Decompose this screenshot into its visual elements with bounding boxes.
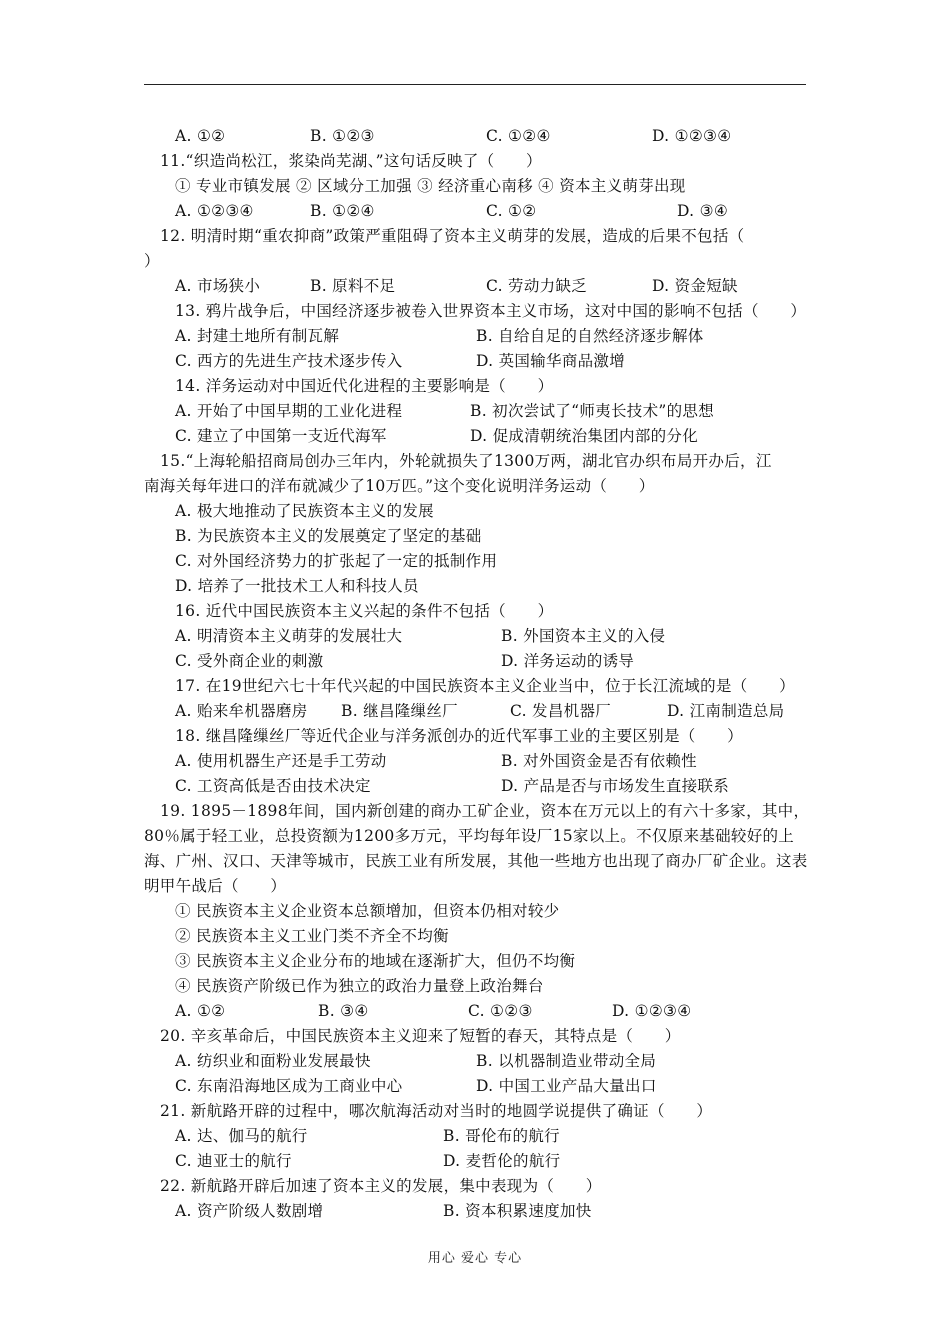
q21-option-a[interactable]: A. 达、伽马的航行 <box>175 1127 308 1145</box>
q13-option-b[interactable]: B. 自给自足的自然经济逐步解体 <box>476 327 704 345</box>
q22-option-a[interactable]: A. 资产阶级人数剧增 <box>175 1202 324 1220</box>
q17-option-d[interactable]: D. 江南制造总局 <box>667 702 785 720</box>
q11-option-d[interactable]: D. ③④ <box>677 202 729 220</box>
q18-option-d[interactable]: D. 产品是否与市场发生直接联系 <box>501 777 730 795</box>
q16-option-b[interactable]: B. 外国资本主义的入侵 <box>501 627 666 645</box>
q19-option-a[interactable]: A. ①② <box>175 1002 226 1020</box>
q19-stem-line1: 19. 1895－1898年间，国内新创建的商办工矿企业，资本在万元以上的有六十多家，其中， <box>160 802 810 820</box>
q14-option-d[interactable]: D. 促成清朝统治集团内部的分化 <box>470 427 699 445</box>
q12-option-b[interactable]: B. 原料不足 <box>310 277 396 295</box>
q12-stem-line2: ） <box>144 252 160 270</box>
q10-option-b[interactable]: B. ①②③ <box>310 127 375 145</box>
q19-option-d[interactable]: D. ①②③④ <box>612 1002 692 1020</box>
q18-option-b[interactable]: B. 对外国资金是否有依赖性 <box>501 752 697 770</box>
q14-option-a[interactable]: A. 开始了中国早期的工业化进程 <box>175 402 403 420</box>
q18-option-c[interactable]: C. 工资高低是否由技术决定 <box>175 777 371 795</box>
q20-option-d[interactable]: D. 中国工业产品大量出口 <box>476 1077 657 1095</box>
q15-stem-line1: 15.“上海轮船招商局创办三年内，外轮就损失了1300万两，湖北官办织布局开办后，江 <box>160 452 772 470</box>
q11-option-a[interactable]: A. ①②③④ <box>175 202 254 220</box>
q19-item-4: ④ 民族资产阶级已作为独立的政治力量登上政治舞台 <box>175 977 544 995</box>
q19-stem-line3: 海、广州、汉口、天津等城市，民族工业有所发展，其他一些地方也出现了商办厂矿企业。这表 <box>144 852 808 870</box>
q15-option-d[interactable]: D. 培养了一批技术工人和科技人员 <box>175 577 419 595</box>
q11-items: ① 专业市镇发展 ② 区域分工加强 ③ 经济重心南移 ④ 资本主义萌芽出现 <box>175 177 686 195</box>
q20-option-b[interactable]: B. 以机器制造业带动全局 <box>476 1052 657 1070</box>
q21-option-b[interactable]: B. 哥伦布的航行 <box>443 1127 560 1145</box>
q17-option-a[interactable]: A. 贻来牟机器磨房 <box>175 702 308 720</box>
q10-option-d[interactable]: D. ①②③④ <box>652 127 732 145</box>
q19-item-1: ① 民族资本主义企业资本总额增加，但资本仍相对较少 <box>175 902 560 920</box>
q12-option-d[interactable]: D. 资金短缺 <box>652 277 738 295</box>
q16-option-a[interactable]: A. 明清资本主义萌芽的发展壮大 <box>175 627 403 645</box>
q18-stem: 18. 继昌隆缫丝厂等近代企业与洋务派创办的近代军事工业的主要区别是（ ） <box>175 727 743 745</box>
q20-stem: 20. 辛亥革命后，中国民族资本主义迎来了短暂的春天，其特点是（ ） <box>160 1027 681 1045</box>
q13-stem: 13. 鸦片战争后，中国经济逐步被卷入世界资本主义市场，这对中国的影响不包括（ ） <box>175 302 807 320</box>
q15-option-c[interactable]: C. 对外国经济势力的扩张起了一定的抵制作用 <box>175 552 498 570</box>
q15-option-a[interactable]: A. 极大地推动了民族资本主义的发展 <box>175 502 434 520</box>
q13-option-d[interactable]: D. 英国输华商品激增 <box>476 352 626 370</box>
q11-stem: 11.“织造尚松江，浆染尚芜湖、”这句话反映了（ ） <box>160 152 542 170</box>
q13-option-c[interactable]: C. 西方的先进生产技术逐步传入 <box>175 352 403 370</box>
q11-option-b[interactable]: B. ①②④ <box>310 202 375 220</box>
q17-option-c[interactable]: C. 发昌机器厂 <box>510 702 612 720</box>
q18-option-a[interactable]: A. 使用机器生产还是手工劳动 <box>175 752 387 770</box>
q17-stem: 17. 在19世纪六七十年代兴起的中国民族资本主义企业当中，位于长江流域的是（ ） <box>175 677 795 695</box>
q21-stem: 21. 新航路开辟的过程中，哪次航海活动对当时的地圆学说提供了确证（ ） <box>160 1102 713 1120</box>
q22-option-b[interactable]: B. 资本积累速度加快 <box>443 1202 592 1220</box>
q14-option-c[interactable]: C. 建立了中国第一支近代海军 <box>175 427 387 445</box>
q11-option-c[interactable]: C. ①② <box>486 202 537 220</box>
q20-option-c[interactable]: C. 东南沿海地区成为工商业中心 <box>175 1077 403 1095</box>
q21-option-c[interactable]: C. 迪亚士的航行 <box>175 1152 292 1170</box>
q19-option-c[interactable]: C. ①②③ <box>468 1002 533 1020</box>
q16-option-d[interactable]: D. 洋务运动的诱导 <box>501 652 635 670</box>
header-rule <box>144 84 806 85</box>
q12-option-c[interactable]: C. 劳动力缺乏 <box>486 277 588 295</box>
q19-stem-line2: 80％属于轻工业，总投资额为1200多万元，平均每年设厂15家以上。不仅原来基础较好的上 <box>144 827 795 845</box>
q21-option-d[interactable]: D. 麦哲伦的航行 <box>443 1152 561 1170</box>
q12-stem-line1: 12. 明清时期“重农抑商”政策严重阻碍了资本主义萌芽的发展，造成的后果不包括（ <box>160 227 745 245</box>
q12-option-a[interactable]: A. 市场狭小 <box>175 277 261 295</box>
q20-option-a[interactable]: A. 纺织业和面粉业发展最快 <box>175 1052 371 1070</box>
q19-item-3: ③ 民族资本主义企业分布的地域在逐渐扩大，但仍不均衡 <box>175 952 576 970</box>
q22-stem: 22. 新航路开辟后加速了资本主义的发展，集中表现为（ ） <box>160 1177 602 1195</box>
q13-option-a[interactable]: A. 封建土地所有制瓦解 <box>175 327 340 345</box>
q17-option-b[interactable]: B. 继昌隆缫丝厂 <box>341 702 458 720</box>
page-footer: 用心 爱心 专心 <box>427 1251 523 1266</box>
q19-stem-line4: 明甲午战后（ ） <box>144 877 287 895</box>
q16-stem: 16. 近代中国民族资本主义兴起的条件不包括（ ） <box>175 602 554 620</box>
q10-option-c[interactable]: C. ①②④ <box>486 127 551 145</box>
q16-option-c[interactable]: C. 受外商企业的刺激 <box>175 652 324 670</box>
q14-stem: 14. 洋务运动对中国近代化进程的主要影响是（ ） <box>175 377 554 395</box>
q19-item-2: ② 民族资本主义工业门类不齐全不均衡 <box>175 927 449 945</box>
q15-stem-line2: 南海关每年进口的洋布就减少了10万匹。”这个变化说明洋务运动（ ） <box>144 477 655 495</box>
q10-option-a[interactable]: A. ①② <box>175 127 226 145</box>
q15-option-b[interactable]: B. 为民族资本主义的发展奠定了坚定的基础 <box>175 527 482 545</box>
q19-option-b[interactable]: B. ③④ <box>318 1002 369 1020</box>
q14-option-b[interactable]: B. 初次尝试了“师夷长技术”的思想 <box>470 402 714 420</box>
